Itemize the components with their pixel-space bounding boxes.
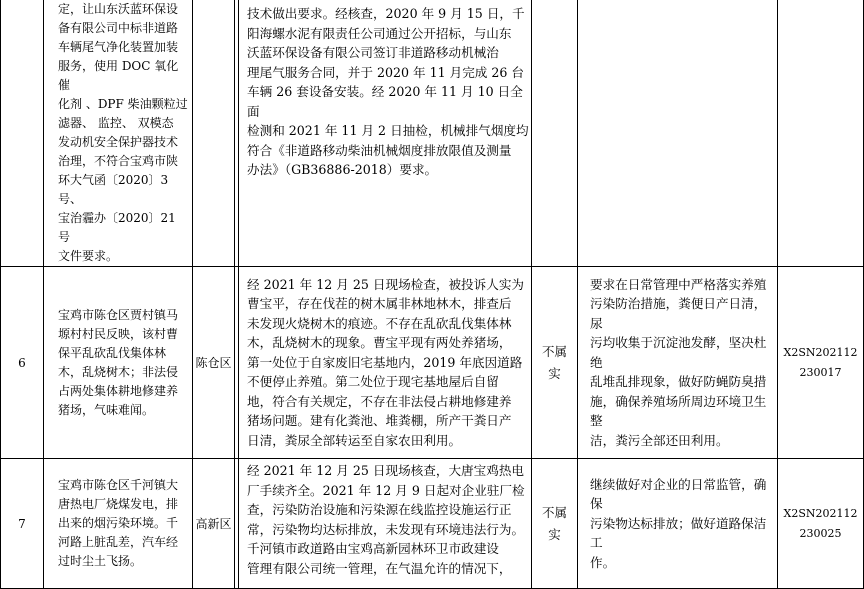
rectification-measures: 继续做好对企业的日常监管，确保 污染物达标排放；做好道路保洁工 作。 [578, 459, 778, 589]
row-number: 6 [1, 267, 44, 459]
complaint-content: 定，让山东沃蓝环保设 备有限公司中标非道路 车辆尾气净化装置加装 服务，使用 DOC 氧化催 化剂 、DPF 柴油颗粒过 滤器、 监控、 双模态 发动机安全保护器技术 治理，不符合宝鸡市陕 环大气函〔2020〕3 号、 宝治霾办〔2020〕21 号 文件要求。 [44, 0, 193, 267]
table-row [1, 0, 864, 267]
rectification-measures: 要求在日常管理中严格落实养殖 污染防治措施，粪便日产日清，尿 污均收集于沉淀池发酵，坚决杜绝 乱堆乱排现象，做好防蝇防臭措 施，确保养殖场所周边环境卫生整 洁，粪污全部还田利用。 [578, 267, 778, 459]
row-number [1, 0, 44, 267]
rectification-measures [578, 0, 778, 267]
verdict-cell: 不属 实 [532, 267, 578, 459]
investigation-result: 技术做出要求。经核查，2020 年 9 月 15 日，千 阳海螺水泥有限责任公司通过公开招标，与山东 沃蓝环保设备有限公司签订非道路移动机械治 理尾气服务合同，并于 2020 年 11 月完成 26 台 车辆 26 套设备安装。经 2020 年 11 月 10 日全面 检测和 2021 年 11 月 2 日抽检，机械排气烟度均 符合《非道路移动柴油机械烟度排放限值及测量 办法》（GB36886-2018）要求。 [239, 0, 532, 267]
verdict-cell: 不属 实 [532, 459, 578, 589]
investigation-result: 经 2021 年 12 月 25 日现场核查，大唐宝鸡热电 厂手续齐全。2021 年 12 月 9 日起对企业驻厂检 查，污染防治设施和污染源在线监控设施运行正 常，污染物均达标排放，未发现有环境违法行为。 千河镇市政道路由宝鸡高新园林环卫市政建设 管理有限公司统一管理，在气温允许的情况下， [239, 459, 532, 589]
complaint-content: 宝鸡市陈仓区千河镇大 唐热电厂烧煤发电，排 出来的烟污染环境。千 河路上脏乱差，汽车经 过时尘土飞扬。 [44, 459, 193, 589]
row-number: 7 [1, 459, 44, 589]
complaint-content: 宝鸡市陈仓区贾村镇马 塬村村民反映，该村曹 保平乱砍乱伐集体林 木，乱烧树木；非法侵 占两处集体耕地修建养 猪场，气味难闻。 [44, 267, 193, 459]
case-code [778, 0, 864, 267]
district-cell: 高新区 [193, 459, 235, 589]
investigation-result: 经 2021 年 12 月 25 日现场检查，被投诉人实为 曹宝平，存在伐茬的树木属非林地林木，排查后 未发现火烧树木的痕迹。不存在乱砍乱伐集体林 木，乱烧树木的现象。曹宝平现有两处养猪场， 第一处位于自家废旧宅基地内，2019 年底因道路 不便停止养殖。第二处位于现宅基地屋后自留 地，符合有关规定，不存在非法侵占耕地修建养 猪场问题。建有化粪池、堆粪棚，所产干粪日产 日清，粪尿全部转运至自家农田利用。 [239, 267, 532, 459]
district-cell: 陈仓区 [193, 267, 235, 459]
district-cell [193, 0, 235, 267]
case-code: X2SN202112 230017 [778, 267, 864, 459]
verdict-cell [532, 0, 578, 267]
table-row [1, 267, 864, 459]
table-row [1, 459, 864, 589]
case-code: X2SN202112 230025 [778, 459, 864, 589]
